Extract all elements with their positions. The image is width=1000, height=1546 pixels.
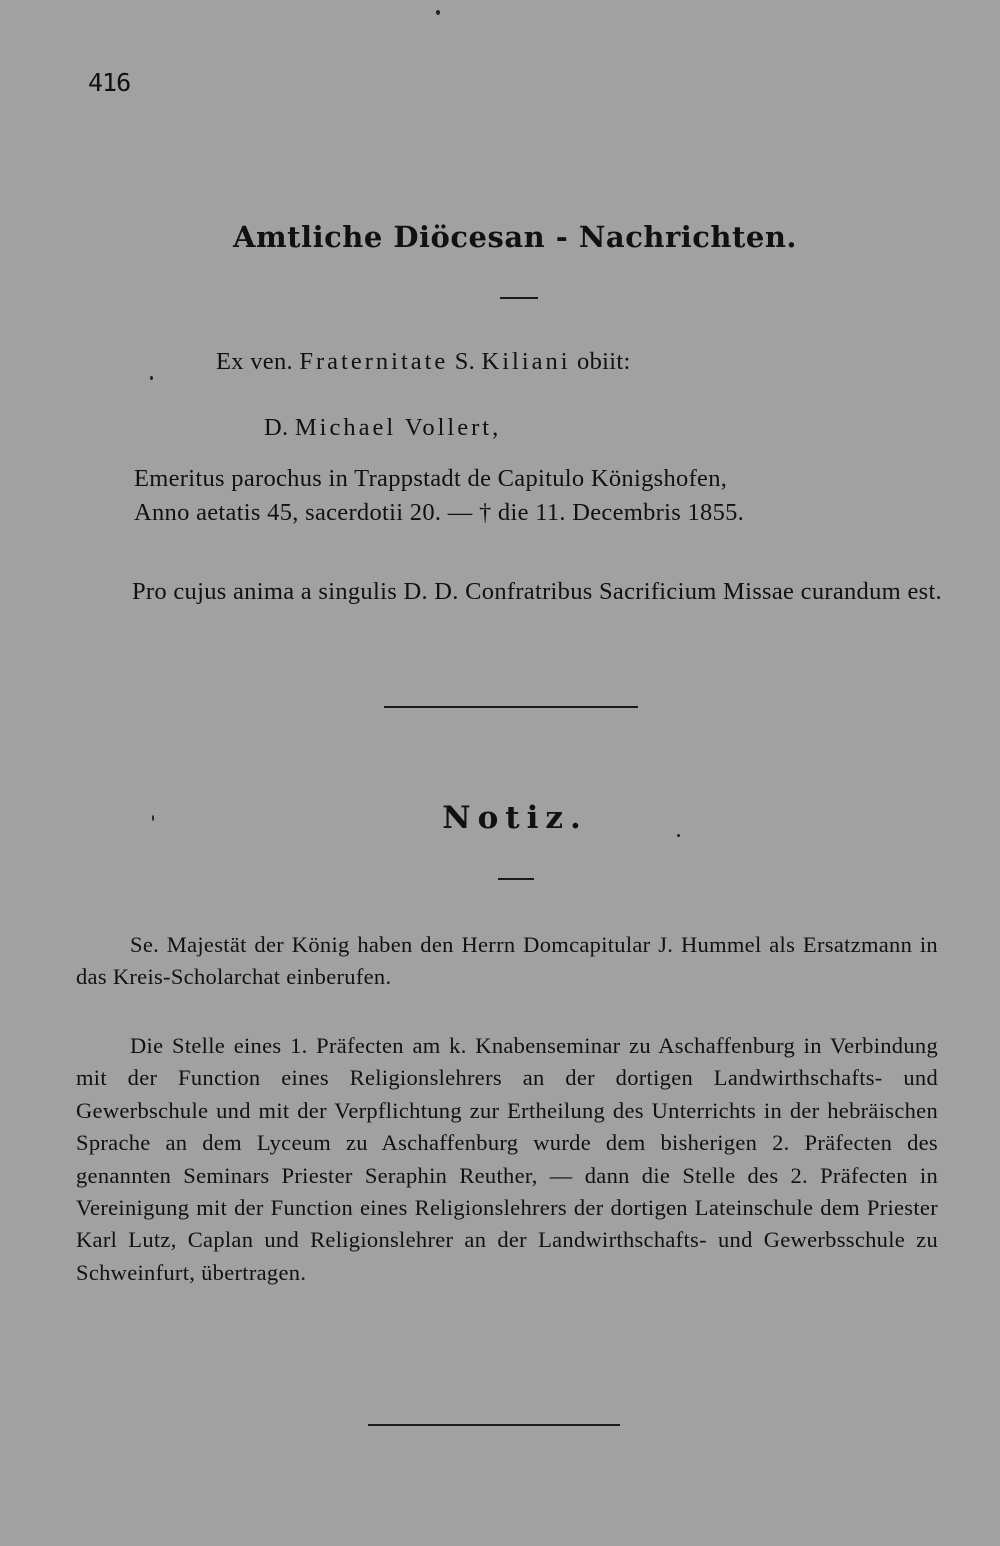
section-heading-diocesan-news: Amtliche Diöcesan - Nachrichten. [232, 220, 798, 254]
notice-paragraph-1 [76, 929, 938, 994]
obituary-line-1: Emeritus parochus in Trappstadt de Capitulo Königshofen, [134, 465, 728, 492]
scan-speck [436, 10, 440, 15]
intro-kiliani: Kiliani [481, 348, 571, 375]
section-divider [384, 706, 638, 708]
intro-obiit: obiit: [577, 348, 631, 375]
name-michael-vollert: Michael Vollert [294, 414, 493, 441]
obituary-intro [216, 346, 631, 378]
name-comma: , [492, 414, 499, 441]
scan-speck [152, 815, 154, 821]
intro-fraternitate: Fraternitate [299, 348, 449, 375]
obituary-line-2: Anno aetatis 45, sacerdotii 20. — † die 11. Decembris 1855. [134, 499, 745, 526]
intro-s: S. [454, 348, 476, 375]
short-divider-2 [498, 878, 534, 880]
notice-paragraph-2 [76, 1030, 938, 1289]
scan-speck [677, 834, 680, 837]
intro-prefix: Ex ven. [216, 348, 293, 375]
page-number: 416 [88, 68, 131, 97]
section-heading-notiz: Notiz. [442, 800, 588, 836]
notice-paragraph-1-text: Se. Majestät der König haben den Herrn Domcapitular J. Hummel als Ersatzmann in das Kreis-Scholarchat einberufen. [76, 932, 938, 990]
scan-speck [150, 376, 153, 380]
deceased-name [264, 412, 499, 444]
notice-paragraph-2-text: Die Stelle eines 1. Präfecten am k. Knabenseminar zu Aschaffenburg in Verbindung mit der Function eines Religionslehrers an der dortigen Landwirthschafts- und Gewerbschule und mit der Verpflichtung zur Ertheilung des Unterrichts in der hebräischen Sprache an dem Lyceum zu Aschaffenburg wurde dem bisherigen 2. Präfecten des genannten Seminars Priester Seraphin Reuther, — dann die Stelle des 2. Präfecten in Vereinigung mit der Function eines Religionslehrers der dortigen Lateinschule dem Priester Karl Lutz, Caplan und Religionslehrer an der Landwirthschafts- und Gewerbsschule zu Schweinfurt, übertragen. [76, 1033, 938, 1285]
name-prefix: D. [264, 414, 289, 441]
end-divider [368, 1424, 620, 1426]
short-divider [500, 297, 538, 299]
prayer-paragraph: Pro cujus anima a singulis D. D. Confratribus Sacrificium Missae curandum est. [132, 578, 942, 605]
